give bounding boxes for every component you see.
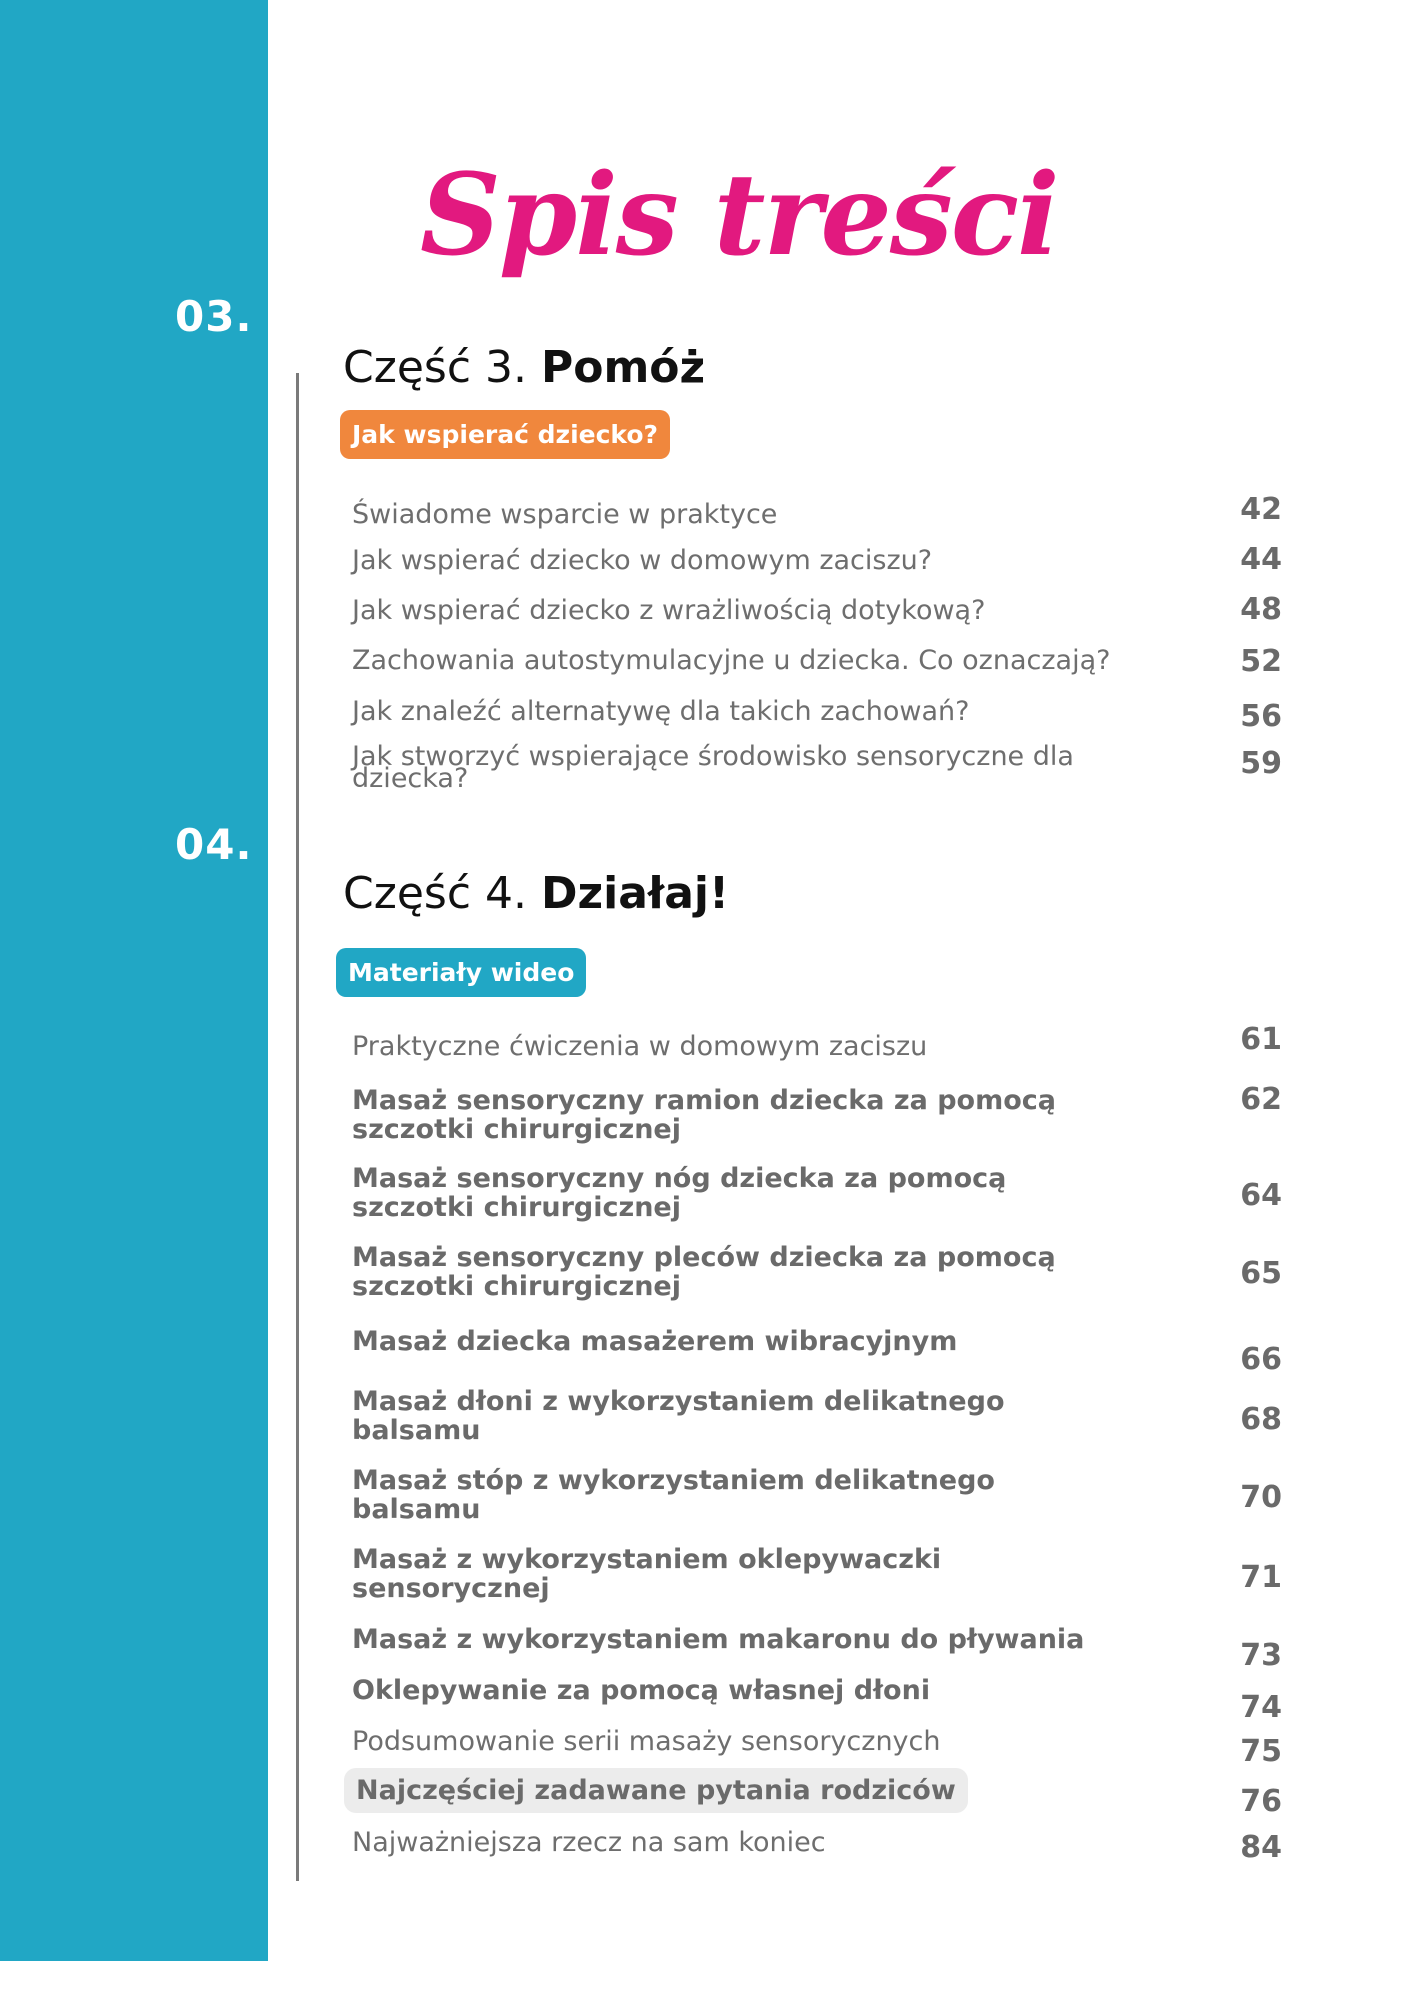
- toc-page-number: 56: [1240, 699, 1282, 734]
- part-3-heading-bold: Pomóż: [540, 342, 706, 393]
- part-4-badge: Materiały wideo: [336, 948, 586, 997]
- toc-entry[interactable]: Masaż z wykorzystaniem makaronu do pływania: [352, 1624, 1085, 1655]
- toc-entry[interactable]: Masaż sensoryczny ramion dziecka za pomocą szczotki chirurgicznej: [352, 1085, 1056, 1145]
- vertical-divider: [296, 373, 299, 1881]
- part-3-badge: Jak wspierać dziecko?: [340, 410, 670, 459]
- page-title: Spis treści: [420, 150, 1058, 281]
- toc-page-number: 65: [1240, 1256, 1282, 1291]
- toc-entry[interactable]: Masaż z wykorzystaniem oklepywaczki sensorycznej: [352, 1544, 942, 1604]
- toc-entry[interactable]: Masaż dłoni z wykorzystaniem delikatnego balsamu: [352, 1386, 1005, 1446]
- toc-page-number: 61: [1240, 1022, 1282, 1057]
- toc-entry[interactable]: Jak wspierać dziecko z wrażliwością dotykową?: [352, 595, 986, 626]
- toc-entry[interactable]: Praktyczne ćwiczenia w domowym zaciszu: [352, 1031, 928, 1062]
- toc-page-number: 59: [1240, 746, 1282, 781]
- toc-page-number: 44: [1240, 542, 1282, 577]
- part-4-heading-prefix: Część 4.: [343, 868, 527, 919]
- toc-entry[interactable]: Masaż stóp z wykorzystaniem delikatnego balsamu: [352, 1465, 995, 1525]
- toc-page-number: 52: [1240, 644, 1282, 679]
- toc-entry[interactable]: Jak wspierać dziecko w domowym zaciszu?: [352, 545, 933, 576]
- toc-page-number: 48: [1240, 592, 1282, 627]
- toc-entry-highlighted[interactable]: Najczęściej zadawane pytania rodziców: [344, 1768, 968, 1813]
- part-4-heading: [343, 868, 729, 919]
- section-number-03: 03.: [175, 292, 253, 341]
- toc-entry[interactable]: Masaż sensoryczny nóg dziecka za pomocą szczotki chirurgicznej: [352, 1163, 1007, 1223]
- toc-entry[interactable]: Zachowania autostymulacyjne u dziecka. Co oznaczają?: [352, 645, 1111, 676]
- toc-entry[interactable]: Masaż sensoryczny pleców dziecka za pomocą szczotki chirurgicznej: [352, 1242, 1056, 1302]
- toc-page-number: 74: [1240, 1690, 1282, 1725]
- toc-entry[interactable]: Najważniejsza rzecz na sam koniec: [352, 1827, 826, 1858]
- toc-page-number: 70: [1240, 1480, 1282, 1515]
- section-number-04: 04.: [175, 820, 253, 869]
- part-4-heading-bold: Działaj!: [540, 868, 730, 919]
- toc-entry[interactable]: Świadome wsparcie w praktyce: [352, 499, 778, 530]
- toc-page-number: 42: [1240, 492, 1282, 527]
- toc-entry[interactable]: Oklepywanie za pomocą własnej dłoni: [352, 1675, 931, 1706]
- part-3-heading: [343, 342, 705, 393]
- part-3-heading-prefix: Część 3.: [343, 342, 527, 393]
- toc-page-number: 76: [1240, 1784, 1282, 1819]
- toc-page-number: 73: [1240, 1638, 1282, 1673]
- toc-page-number: 71: [1240, 1560, 1282, 1595]
- toc-page-number: 84: [1240, 1830, 1282, 1865]
- toc-entry[interactable]: Jak znaleźć alternatywę dla takich zachowań?: [352, 696, 970, 727]
- toc-page-number: 62: [1240, 1082, 1282, 1117]
- toc-entry[interactable]: Podsumowanie serii masaży sensorycznych: [352, 1726, 941, 1757]
- toc-page-number: 68: [1240, 1402, 1282, 1437]
- toc-page-number: 64: [1240, 1178, 1282, 1213]
- toc-page-number: 75: [1240, 1734, 1282, 1769]
- toc-entry[interactable]: Masaż dziecka masażerem wibracyjnym: [352, 1326, 958, 1357]
- toc-page-number: 66: [1240, 1342, 1282, 1377]
- toc-entry[interactable]: Jak stworzyć wspierające środowisko sensoryczne dla dziecka?: [352, 741, 1074, 794]
